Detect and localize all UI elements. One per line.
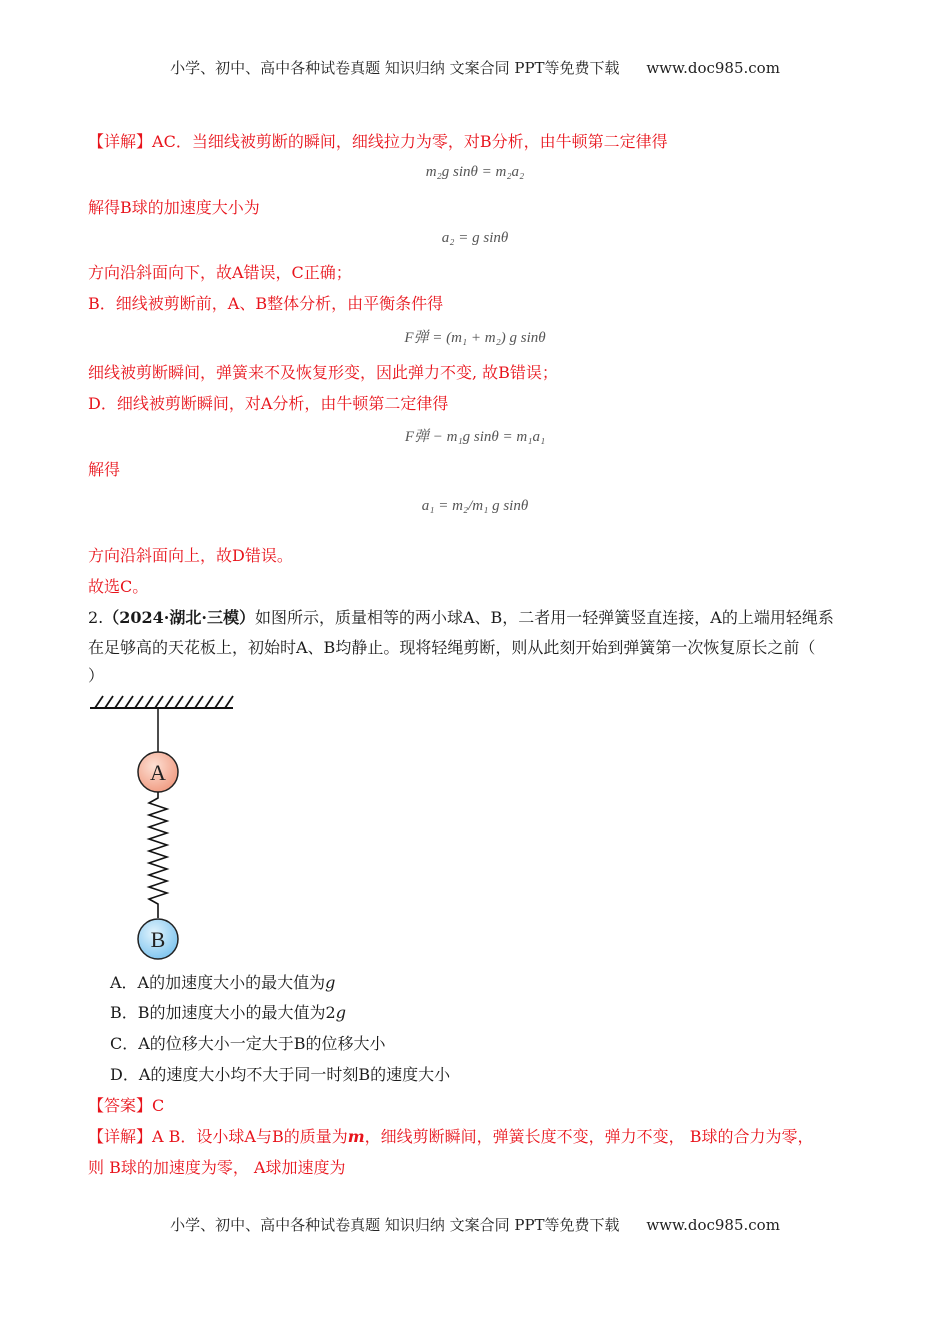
question2-line2: 在足够高的天花板上，初始时A、B均静止。现将轻绳剪断，则从此刻开始到弹簧第一次恢复原长之前（ (88, 638, 816, 657)
detail2-line1: 【详解】A B．设小球A与B的质量为m，细线剪断瞬间，弹簧长度不变，弹力不变， B球的合力为零， (88, 1127, 814, 1146)
solution1-line1: 【详解】AC．当细线被剪断的瞬间，细线拉力为零，对B分析，由牛顿第二定律得 (88, 132, 668, 151)
solution1-line8: 方向沿斜面向上，故D错误。 (88, 546, 293, 565)
solution1-line3: 方向沿斜面向下，故A错误，C正确； (88, 263, 352, 282)
formula-5: a₁ = m₂/m₁ g sinθ (421, 498, 529, 514)
footer-url[interactable]: www.doc985.com (646, 1216, 780, 1234)
footer-text: 小学、初中、高中各种试卷真题 知识归纳 文案合同 PPT等免费下载 (170, 1216, 620, 1234)
detail2-line2: 则 B球的加速度为零， A球加速度为 (88, 1158, 346, 1177)
detail2-tag: 【详解】 (88, 1127, 153, 1146)
question-number: 2. (88, 608, 104, 627)
answer-value: C (152, 1096, 165, 1115)
question2-line3: ） (88, 666, 105, 685)
header-url[interactable]: www.doc985.com (646, 59, 780, 77)
question2-line1: 2.（2024·湖北·三模）如图所示，质量相等的两小球A、B，二者用一轻弹簧竖直连接，A的上端用轻绳系 (88, 608, 834, 627)
answer-line (88, 1095, 164, 1117)
ball-b-label: B (150, 927, 166, 952)
ceiling-hatch (95, 696, 233, 708)
page-footer (0, 1214, 950, 1235)
question-source: （2024·湖北·三模） (103, 608, 255, 627)
solution1-line4: B．细线被剪断前，A、B整体分析，由平衡条件得 (88, 294, 444, 313)
formula-4: F弹 − m₁g sinθ = m₁a₁ (404, 429, 546, 445)
ball-a-label: A (150, 760, 166, 785)
formula-1: m₂g sinθ = m₂a₂ (425, 164, 525, 180)
option-c[interactable]: C．A的位移大小一定大于B的位移大小 (110, 1034, 386, 1053)
page-header (0, 57, 950, 78)
solution1-line2: 解得B球的加速度大小为 (88, 198, 260, 217)
spring (149, 792, 167, 918)
option-d[interactable]: D．A的速度大小均不大于同一时刻B的速度大小 (110, 1065, 451, 1084)
answer-tag: 【答案】 (88, 1096, 153, 1115)
solution1-line5: 细线被剪断瞬间，弹簧来不及恢复形变，因此弹力不变, 故B错误； (88, 363, 558, 382)
option-b[interactable]: B．B的加速度大小的最大值为2g (110, 1003, 346, 1022)
detail-tag: 【详解】 (88, 132, 153, 151)
formula-3: F弹 = (m₁ + m₂) g sinθ (404, 330, 546, 346)
option-a[interactable]: A．A的加速度大小的最大值为g (110, 973, 336, 992)
spring-diagram (85, 690, 245, 965)
solution1-line9: 故选C。 (88, 577, 149, 596)
header-text: 小学、初中、高中各种试卷真题 知识归纳 文案合同 PPT等免费下载 (170, 59, 620, 77)
solution1-line7: 解得 (88, 460, 121, 479)
solution1-line6: D．细线被剪断瞬间，对A分析，由牛顿第二定律得 (88, 394, 449, 413)
formula-2: a₂ = g sinθ (441, 230, 509, 246)
